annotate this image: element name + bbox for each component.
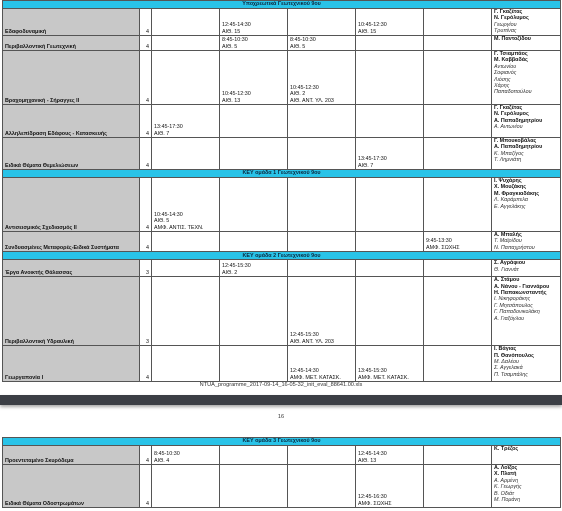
course-hours: 4 [140, 51, 152, 105]
course-name: Εδαφοδυναμική [3, 9, 140, 36]
instructor-assistant: Μ. Πομάνη [494, 497, 521, 504]
instructors-cell [492, 105, 561, 138]
timeslot-cell [356, 36, 424, 51]
timeslot-cell [220, 232, 288, 252]
timeslot-cell [288, 178, 356, 232]
instructor-assistant: Μ. Δαλέου [494, 359, 519, 366]
timeslot-cell [356, 51, 424, 105]
course-row [3, 260, 561, 277]
timeslot-cell [424, 277, 492, 346]
instructors-cell [492, 260, 561, 277]
instructor-assistant: Α. Αντωνίου [494, 124, 523, 131]
course-name: Ειδικά Θέματα Οδοστρωμάτων [3, 465, 140, 508]
instructor-lead: Μ. Φραγκιαδάκης [494, 190, 540, 197]
timeslot-cell [220, 346, 288, 382]
slot-time: 10:45-12:30 [222, 91, 251, 98]
instructor-lead: Κ. Τρέζος [494, 446, 519, 452]
timeslot-cell [424, 51, 492, 105]
timeslot-cell [424, 36, 492, 51]
instructor-lead: Χ. Μουζάκης [494, 184, 527, 191]
timeslot-cell [424, 138, 492, 170]
slot-room: ΑΙΘ. 15 [222, 28, 241, 35]
instructor-assistant: Σοφιανός [494, 70, 517, 77]
instructor-lead: Α. Μπαλής [494, 232, 522, 238]
course-hours: 4 [140, 138, 152, 170]
instructor-assistant: Αντωνίου [494, 63, 517, 70]
instructors-cell [492, 446, 561, 465]
timeslot-cell [152, 277, 220, 346]
timeslot-cell [288, 9, 356, 36]
course-hours: 4 [140, 178, 152, 232]
course-hours: 4 [140, 105, 152, 138]
instructor-lead: Γ. Γκαζέτας [494, 9, 523, 15]
timeslot-cell [356, 9, 424, 36]
instructor-assistant: Π. Τσαμπάλης [494, 371, 528, 378]
instructors-cell [492, 232, 561, 252]
timeslot-cell [288, 465, 356, 508]
timeslot-cell [288, 446, 356, 465]
timeslot-cell [424, 465, 492, 508]
course-row [3, 232, 561, 252]
course-hours: 3 [140, 260, 152, 277]
page-number: 16 [277, 414, 285, 420]
slot-room: ΑΙΘ. ΑΝΤ. ΥΛ. 203 [290, 97, 334, 104]
slot-room: ΑΙΘ. 7 [154, 130, 170, 137]
course-name: Περιβαλλοντική Γεωτεχνική [3, 36, 140, 51]
instructor-assistant: Ι. Νικηφοράκης [494, 296, 531, 303]
slot-time: 10:45-12:30 [358, 22, 387, 29]
timeslot-cell [356, 346, 424, 382]
course-name: Γεωργαπονία Ι [3, 346, 140, 382]
timeslot-cell [424, 446, 492, 465]
instructor-lead: Χ. Πλατή [494, 471, 517, 478]
instructor-lead: Μ. Καββαδάς [494, 57, 528, 64]
timeslot-cell [424, 346, 492, 382]
timeslot-cell [356, 105, 424, 138]
timeslot-cell [424, 105, 492, 138]
slot-room: ΑΜΦ. ΑΝΤΙΣ. ΤΕΧΝ. [154, 224, 204, 231]
course-hours: 3 [140, 277, 152, 346]
timeslot-cell [288, 260, 356, 277]
slot-time: 12:45-14:30 [358, 451, 387, 458]
slot-room: ΑΙΘ. 5 [154, 218, 170, 225]
instructor-assistant: Τ. Μαϊρίδου [494, 238, 522, 245]
timeslot-cell [288, 105, 356, 138]
slot-room: ΑΙΘ. 2 [222, 269, 238, 276]
timeslot-cell [220, 51, 288, 105]
instructor-assistant: Γ. Μητσάπουλος [494, 302, 533, 309]
instructor-lead: Α. Λοΐζος [494, 465, 518, 471]
timeslot-cell [220, 277, 288, 346]
instructors-cell [492, 36, 561, 51]
timeslot-cell [152, 465, 220, 508]
timetable-table-page-1 [2, 0, 561, 382]
timeslot-cell [220, 138, 288, 170]
instructor-assistant: Α. Γιαξόγλου [494, 315, 525, 322]
course-hours: 4 [140, 346, 152, 382]
timetable-page-2 [0, 437, 562, 508]
band-row [3, 438, 561, 446]
instructor-lead: Α. Στάμου [494, 277, 520, 284]
timeslot-cell [356, 178, 424, 232]
instructor-assistant: Α. Αρμένη [494, 477, 519, 484]
timeslot-cell [356, 232, 424, 252]
instructor-lead: Ι. Ψυχάρης [494, 178, 522, 184]
course-hours: 4 [140, 9, 152, 36]
timeslot-cell [288, 277, 356, 346]
slot-room: ΑΜΦ. ΣΩΧΗΣ [358, 500, 392, 507]
source-filename: NTUA_programme_2017-09-14_16-05-32_init_eval_88641.00.xls [199, 382, 363, 388]
instructor-assistant: Λ. Καράμπελα [494, 197, 528, 204]
course-name: Αλληλεπίδραση Εδάφους - Κατασκευής [3, 105, 140, 138]
slot-room: ΑΙΘ. 5 [290, 43, 306, 50]
slot-room: ΑΙΘ. 13 [222, 97, 241, 104]
timeslot-cell [152, 36, 220, 51]
timeslot-cell [220, 105, 288, 138]
group-band-title: ΚΕΥ ομάδα 1 Γεωτεχνικού 9ου [3, 170, 561, 178]
band-row [3, 1, 561, 9]
timeslot-cell [152, 51, 220, 105]
timeslot-cell [356, 260, 424, 277]
slot-time: 12:45-16:30 [358, 494, 387, 501]
instructor-assistant: Κ. Μπαζίγος [494, 150, 524, 157]
timeslot-cell [152, 178, 220, 232]
timeslot-cell [356, 446, 424, 465]
slot-room: ΑΙΘ. ΑΝΤ. ΥΛ. 203 [290, 338, 334, 345]
instructors-cell [492, 465, 561, 508]
band-row [3, 252, 561, 260]
slot-room: ΑΙΘ. 4 [154, 457, 170, 464]
course-hours: 4 [140, 446, 152, 465]
course-hours: 4 [140, 232, 152, 252]
timeslot-cell [220, 36, 288, 51]
instructor-assistant: Θ. Γιαννάτ [494, 266, 519, 273]
timeslot-cell [356, 277, 424, 346]
slot-time: 8:45-10:30 [290, 37, 316, 44]
timeslot-cell [220, 465, 288, 508]
instructors-cell [492, 51, 561, 105]
timeslot-cell [220, 446, 288, 465]
instructor-assistant: Ν. Παπαχρήστου [494, 244, 535, 251]
timeslot-cell [220, 178, 288, 232]
slot-room: ΑΙΘ. 5 [222, 43, 238, 50]
slot-time: 13:45-15:30 [358, 368, 387, 375]
instructor-assistant: Γεωργίου [494, 21, 517, 28]
course-name: Έργα Ανοικτής Θάλασσας [3, 260, 140, 277]
course-row [3, 446, 561, 465]
instructor-lead: Α. Παπαδημητρίου [494, 144, 543, 151]
timeslot-cell [220, 260, 288, 277]
instructor-lead: Ν. Γερόλυμος [494, 15, 529, 22]
course-name: Συνδυασμένες Μεταφορές-Ειδικά Συστήματα [3, 232, 140, 252]
timeslot-cell [152, 446, 220, 465]
instructor-lead: Μ. Παντοζίδου [494, 36, 531, 42]
timeslot-cell [152, 105, 220, 138]
slot-time: 10:45-12:30 [290, 84, 319, 91]
timeslot-cell [152, 260, 220, 277]
timeslot-cell [220, 9, 288, 36]
instructors-cell [492, 138, 561, 170]
instructor-lead: Π. Θανόπουλος [494, 352, 534, 359]
slot-room: ΑΙΘ. 2 [290, 91, 306, 98]
slot-time: 12:45-15:30 [222, 263, 251, 270]
course-row [3, 36, 561, 51]
slot-time: 8:45-10:30 [154, 451, 180, 458]
timeslot-cell [288, 346, 356, 382]
slot-time: 9:45-13:30 [426, 238, 452, 245]
instructor-assistant: Ε. Αγγελάκης [494, 203, 526, 210]
slot-room: ΑΜΦ. ΜΕΤ. ΚΑΤΑΣΚ. [290, 374, 341, 381]
course-row [3, 277, 561, 346]
instructor-lead: Γ. Μπουκοβάλας [494, 138, 537, 144]
slot-time: 12:45-14:30 [290, 368, 319, 375]
instructor-lead: Ι. Βάγιας [494, 346, 517, 353]
instructor-assistant: Τ. Λημνιάτη [494, 157, 522, 164]
course-name: Ειδικά Θέματα Θεμελιώσεων [3, 138, 140, 170]
instructors-cell [492, 178, 561, 232]
instructor-lead: Γ. Γκαζέτας [494, 105, 523, 111]
course-row [3, 178, 561, 232]
group-band-title: ΚΕΥ ομάδα 2 Γεωτεχνικού 9ου [3, 252, 561, 260]
course-row [3, 51, 561, 105]
timeslot-cell [288, 232, 356, 252]
instructors-cell [492, 9, 561, 36]
timeslot-cell [356, 138, 424, 170]
instructor-lead: Η. Παπακωνσταντής [494, 290, 547, 297]
slot-time: 10:45-14:30 [154, 211, 183, 218]
instructor-assistant: Κ. Γεωργής [494, 484, 522, 491]
course-row [3, 105, 561, 138]
timeslot-cell [288, 51, 356, 105]
instructor-lead: Α. Νάνου - Γιαννάρου [494, 283, 550, 290]
course-hours: 4 [140, 36, 152, 51]
timeslot-cell [288, 138, 356, 170]
timeslot-cell [288, 36, 356, 51]
instructor-assistant: Τρυπίνας [494, 28, 517, 35]
timeslot-cell [424, 260, 492, 277]
slot-time: 8:45-10:30 [222, 37, 248, 44]
instructors-cell [492, 277, 561, 346]
course-row [3, 138, 561, 170]
instructor-assistant: Λιόσης [494, 76, 511, 83]
course-row [3, 465, 561, 508]
instructor-assistant: Χάρης [494, 83, 510, 90]
slot-room: ΑΙΘ. 13 [358, 457, 377, 464]
slot-room: ΑΜΦ. ΜΕΤ. ΚΑΤΑΣΚ. [358, 374, 409, 381]
instructor-assistant: Σ. Αγγελακά [494, 365, 523, 372]
timeslot-cell [152, 9, 220, 36]
group-band-title: ΚΕΥ ομάδα 3 Γεωτεχνικού 9ου [3, 438, 561, 446]
page-separator [0, 395, 562, 405]
slot-time: 13:45-17:30 [154, 124, 183, 131]
instructor-lead: Γ. Τσιαμπάος [494, 51, 528, 57]
course-name: Προεντεταμένο Σκυρόδεμα [3, 446, 140, 465]
course-hours: 4 [140, 465, 152, 508]
group-band-title: Υποχρεωτικά Γεωτεχνικού 9ου [3, 1, 561, 9]
slot-time: 12:45-14:30 [222, 22, 251, 29]
course-row [3, 346, 561, 382]
instructor-assistant: Β. Οδιάτ [494, 490, 515, 497]
timeslot-cell [424, 232, 492, 252]
instructor-lead: Α. Παπαδημητρίου [494, 117, 543, 124]
timeslot-cell [424, 9, 492, 36]
course-name: Βραχομηχανική - Σήραγγες II [3, 51, 140, 105]
slot-room: ΑΜΦ. ΣΩΧΗΣ [426, 244, 460, 251]
instructor-lead: Σ. Αγράφιου [494, 260, 526, 267]
instructor-lead: Ν. Γερόλυμος [494, 111, 529, 118]
timeslot-cell [152, 138, 220, 170]
instructor-assistant: Παπαδοπούλου [494, 89, 532, 96]
timetable-table-page-2 [2, 437, 561, 508]
band-row [3, 170, 561, 178]
instructor-assistant: Γ. Παπαδονικολάκη [494, 309, 540, 316]
course-row [3, 9, 561, 36]
timeslot-cell [152, 232, 220, 252]
timeslot-cell [152, 346, 220, 382]
slot-time: 12:45-15:30 [290, 332, 319, 339]
slot-room: ΑΙΘ. 7 [358, 162, 374, 169]
instructors-cell [492, 346, 561, 382]
timeslot-cell [356, 465, 424, 508]
slot-time: 13:45-17:30 [358, 156, 387, 163]
course-name: Περιβαλλοντική Υδραυλική [3, 277, 140, 346]
slot-room: ΑΙΘ. 15 [358, 28, 377, 35]
timeslot-cell [424, 178, 492, 232]
course-name: Αντισεισμικός Σχεδιασμός II [3, 178, 140, 232]
